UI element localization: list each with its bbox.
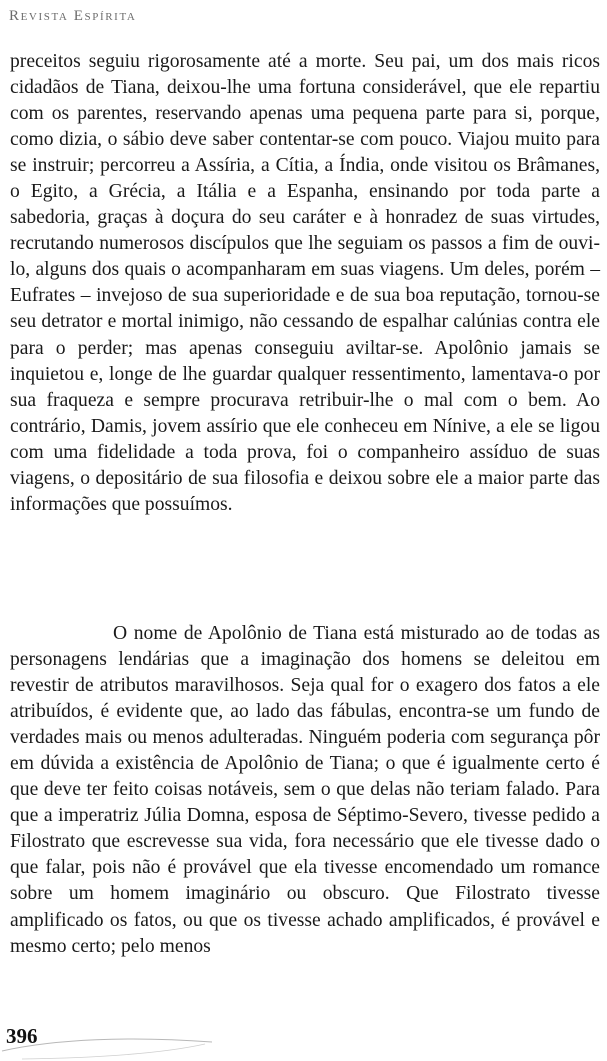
page-number: 396: [6, 1024, 38, 1048]
running-header: Revista Espírita: [9, 8, 137, 24]
footer-swash-ornament: [0, 1030, 215, 1060]
body-paragraph-2: O nome de Apolônio de Tiana está misturado ao de todas as personagens lendárias que a imaginação dos homens se deleitou em revestir de atributos maravilhosos. Seja qual for o exagero dos fatos a ele atribuídos, é evidente que, ao lado das fábulas, encontra-se um fundo de verdades mais ou menos adulteradas. Ninguém poderia com segurança pôr em dúvida a existência de Apolônio de Tiana; o que é igualmente certo é que deve ter feito coisas notáveis, sem o que delas não teriam falado. Para que a imperatriz Júlia Domna, esposa de Séptimo-Severo, tivesse pedido a Filostrato que escrevesse sua vida, fora necessário que ele tivesse dado o que falar, pois não é provável que ela tivesse encomendado um romance sobre um homem imaginário ou obscuro. Que Filostrato tivesse amplificado os fatos, ou que os tivesse achado amplificados, é provável e mesmo certo; pelo menos: [10, 623, 600, 957]
body-paragraph-1: preceitos seguiu rigorosamente até a morte. Seu pai, um dos mais ricos cidadãos de Tiana, deixou-lhe uma fortuna considerável, que ele repartiu com os parentes, reservando apenas uma pequena parte para si, porque, como dizia, o sábio deve saber contentar-se com pouco. Viajou muito para se instruir; percorreu a Assíria, a Cítia, a Índia, onde visitou os Brâmanes, o Egito, a Grécia, a Itália e a Espanha, ensinando por toda parte a sabedoria, graças à doçura do seu caráter e à honradez de suas virtudes, recrutando numerosos discípulos que lhe seguiam os passos a fim de ouvi-lo, alguns dos quais o acompanharam em suas viagens. Um deles, porém – Eufrates – invejoso de sua superioridade e de sua boa reputação, tornou-se seu detrator e mortal inimigo, não cessando de espalhar calúnias contra ele para o perder; mas apenas conseguiu aviltar-se. Apolônio jamais se inquietou e, longe de lhe guardar qualquer ressentimento, lamentava-o por sua fraqueza e sempre procurava retribuir-lhe o mal com o bem. Ao contrário, Damis, jovem assírio que ele conheceu em Nínive, a ele se ligou com uma fidelidade a toda prova, foi o companheiro assíduo de suas viagens, o depositário de sua filosofia e deixou sobre ele a maior parte das informações que possuímos.: [10, 51, 600, 515]
